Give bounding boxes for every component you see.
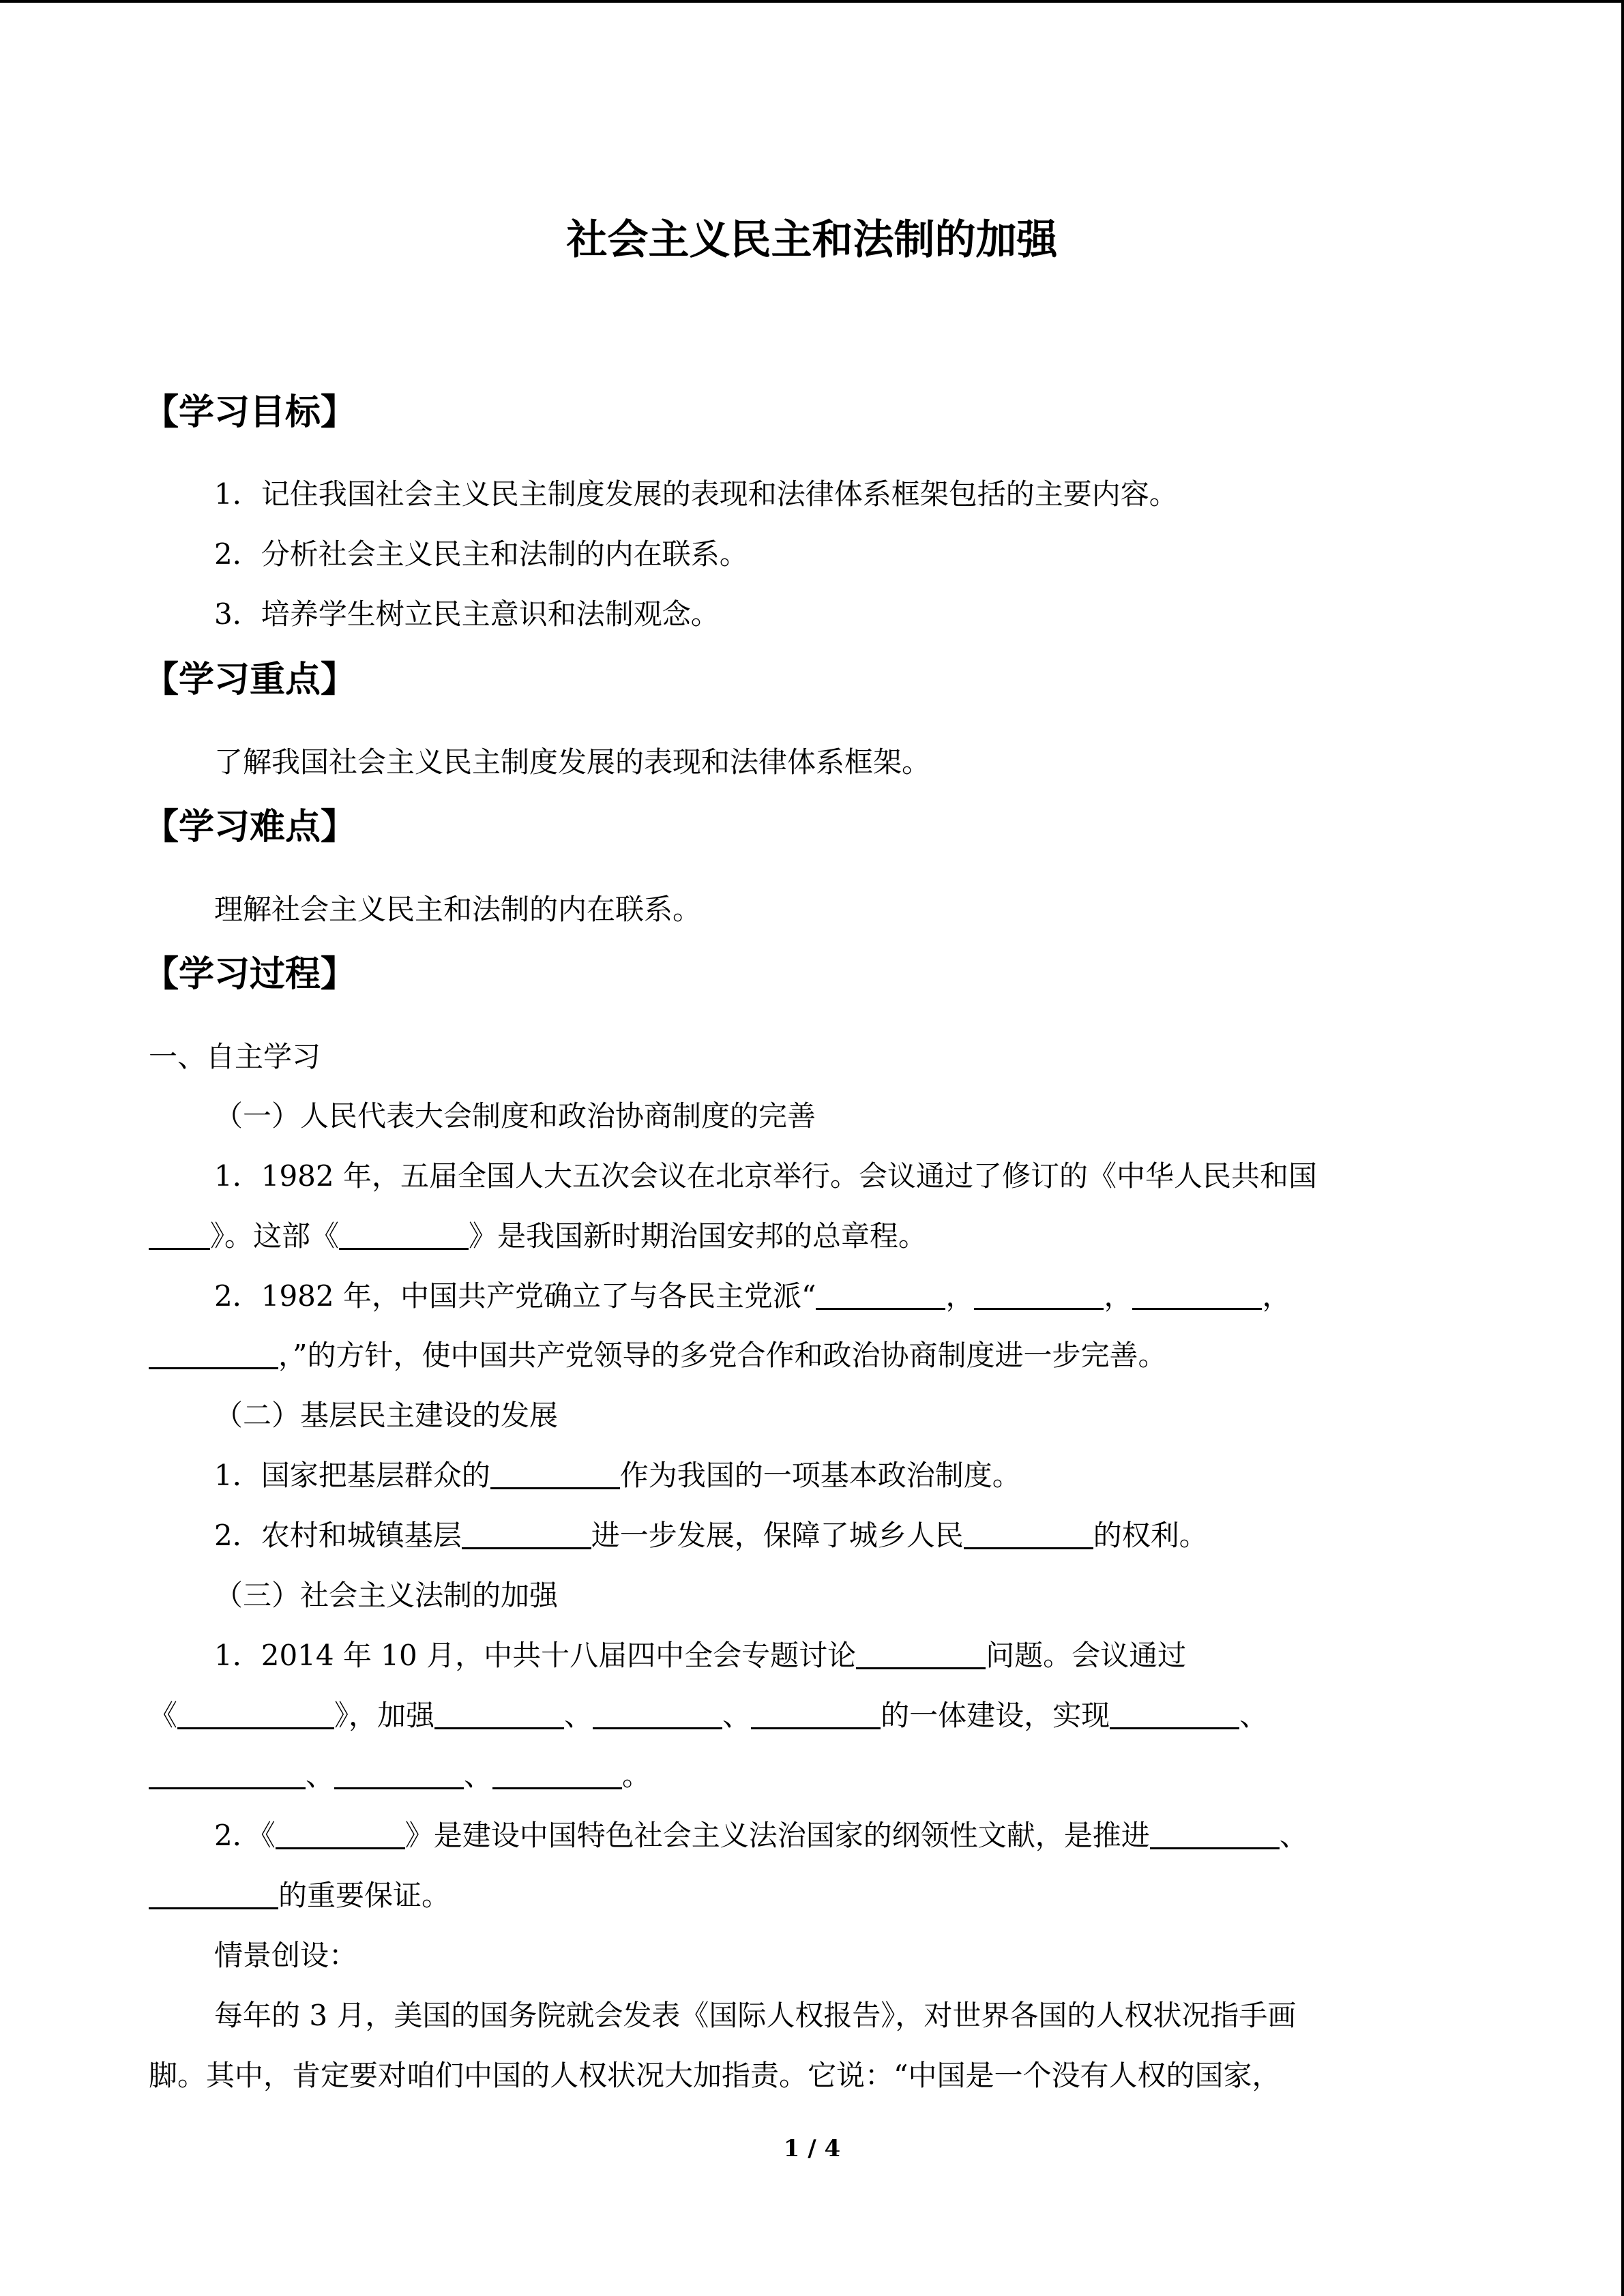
fill-blank[interactable] (1132, 1279, 1262, 1310)
fill-blank[interactable] (149, 1759, 306, 1789)
objective-item-2: 2．分析社会主义民主和法制的内在联系。 (214, 537, 748, 571)
fill-blank[interactable] (816, 1279, 945, 1310)
sub1-question-1-line-1: 1．1982 年，五届全国人大五次会议在北京举行。会议通过了修订的《中华人民共和国 (214, 1159, 1317, 1193)
page-right-border (1621, 0, 1624, 2296)
sub3-question-1-line-1: 1．2014 年 10 月，中共十八届四中全会专题讨论 问题。会议通过 (214, 1639, 1187, 1672)
fill-blank[interactable] (593, 1699, 722, 1729)
subsection-3-title: （三）社会主义法制的加强 (214, 1579, 559, 1612)
key-points-heading: 【学习重点】 (143, 659, 357, 700)
page-number: 1 / 4 (783, 2135, 841, 2162)
fill-blank[interactable] (434, 1699, 564, 1729)
difficulties-heading: 【学习难点】 (143, 807, 357, 848)
objective-item-1: 1．记住我国社会主义民主制度发展的表现和法律体系框架包括的主要内容。 (214, 477, 1178, 511)
objectives-heading: 【学习目标】 (143, 392, 357, 433)
process-heading: 【学习过程】 (143, 954, 357, 995)
sub3-question-2-line-1: 2．《 》是建设中国特色社会主义法治国家的纲领性文献，是推进 、 (214, 1819, 1308, 1852)
fill-blank[interactable] (964, 1519, 1093, 1549)
fill-blank[interactable] (974, 1279, 1104, 1310)
part-1-title: 一、自主学习 (149, 1040, 321, 1073)
fill-blank[interactable] (276, 1819, 405, 1849)
sub3-question-2-line-2: 的重要保证。 (149, 1875, 450, 1916)
fill-blank[interactable] (177, 1699, 334, 1729)
sub2-question-1: 1．国家把基层群众的 作为我国的一项基本政治制度。 (214, 1459, 1021, 1492)
fill-blank[interactable] (856, 1639, 986, 1669)
fill-blank[interactable] (492, 1759, 622, 1789)
subsection-2-title: （二）基层民主建设的发展 (214, 1399, 559, 1432)
fill-blank[interactable] (149, 1879, 278, 1909)
scenario-paragraph-line-2: 脚。其中，肯定要对咱们中国的人权状况大加指责。它说：“中国是一个没有人权的国家， (149, 2059, 1281, 2092)
objective-item-3: 3．培养学生树立民主意识和法制观念。 (214, 597, 720, 631)
scenario-label: 情景创设： (214, 1939, 358, 1972)
subsection-1-title: （一）人民代表大会制度和政治协商制度的完善 (214, 1099, 816, 1133)
fill-blank[interactable] (462, 1519, 591, 1549)
sub2-question-2: 2．农村和城镇基层 进一步发展，保障了城乡人民 的权利。 (214, 1519, 1208, 1552)
fill-blank[interactable] (1150, 1819, 1280, 1849)
fill-blank[interactable] (490, 1459, 620, 1489)
difficulties-text: 理解社会主义民主和法制的内在联系。 (214, 893, 702, 926)
scenario-paragraph-line-1: 每年的 3 月，美国的国务院就会发表《国际人权报告》，对世界各国的人权状况指手画 (214, 1999, 1297, 2032)
document-title: 社会主义民主和法制的加强 (566, 216, 1058, 264)
sub3-question-1-line-2: 《 》，加强 、 、 的一体建设，实现 、 (149, 1699, 1269, 1732)
fill-blank[interactable] (1110, 1699, 1239, 1729)
fill-blank[interactable] (751, 1699, 881, 1729)
sub1-question-2-line-1: 2．1982 年，中国共产党确立了与各民主党派“ ， ， ， (214, 1279, 1291, 1313)
key-points-text: 了解我国社会主义民主制度发展的表现和法律体系框架。 (214, 745, 931, 779)
fill-blank[interactable] (334, 1759, 464, 1789)
sub1-question-1-line-2: 》。这部《 》是我国新时期治国安邦的总章程。 (149, 1216, 927, 1257)
page-top-border (0, 0, 1624, 3)
sub1-question-2-line-2: ，”的方针，使中国共产党领导的多党合作和政治协商制度进一步完善。 (149, 1335, 1166, 1376)
fill-blank[interactable] (149, 1219, 210, 1250)
fill-blank[interactable] (149, 1339, 278, 1369)
fill-blank[interactable] (339, 1219, 469, 1250)
sub3-question-1-line-3: 、 、 。 (149, 1755, 651, 1796)
